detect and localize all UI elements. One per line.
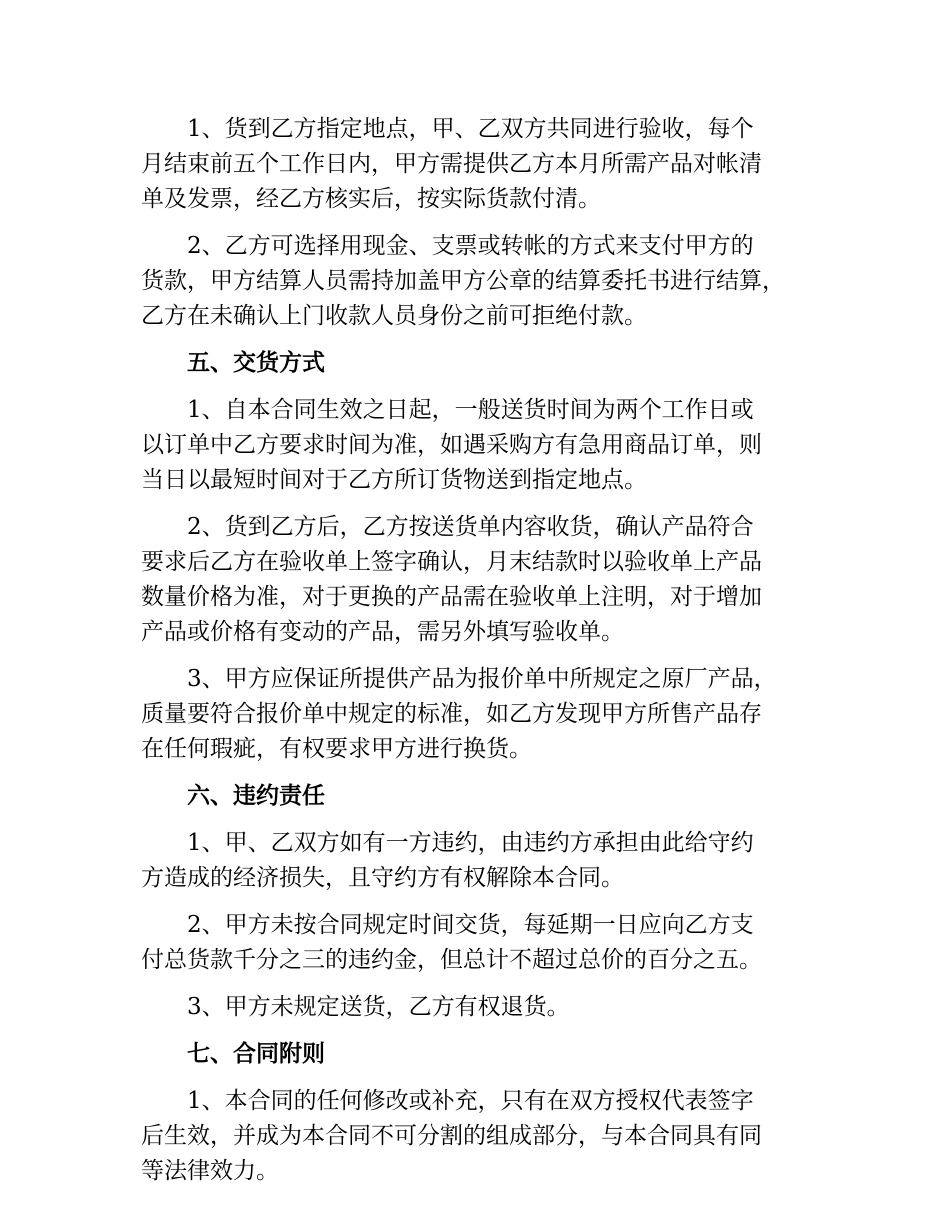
paragraph-delivery-3 (141, 662, 811, 767)
text-line: 单及发票，经乙方核实后，按实际货款付清。 (141, 186, 601, 212)
text-line: 3、甲方应保证所提供产品为报价单中所规定之原厂产品， (187, 666, 777, 692)
text-line: 2、货到乙方后，乙方按送货单内容收货，确认产品符合 (187, 514, 754, 540)
section-heading-supplementary: 七、合同附则 (187, 1041, 325, 1067)
paragraph-breach-3 (141, 990, 811, 1025)
text-line: 付总货款千分之三的违约金，但总计不超过总价的百分之五。 (141, 947, 762, 973)
text-line: 产品或价格有变动的产品，需另外填写验收单。 (141, 619, 624, 645)
paragraph-breach-2 (141, 908, 811, 978)
text-line: 1、自本合同生效之日起，一般送货时间为两个工作日或 (187, 397, 754, 423)
section-heading-delivery: 五、交货方式 (187, 350, 325, 376)
text-line: 在任何瑕疵，有权要求甲方进行换货。 (141, 736, 532, 762)
text-line: 当日以最短时间对于乙方所订货物送到指定地点。 (141, 467, 647, 493)
paragraph-delivery-1 (141, 393, 811, 498)
text-line: 1、甲、乙双方如有一方违约，由违约方承担由此给守约 (187, 830, 754, 856)
text-line: 2、乙方可选择用现金、支票或转帐的方式来支付甲方的 (187, 233, 754, 259)
section-heading-breach: 六、违约责任 (187, 783, 325, 809)
text-line: 后生效，并成为本合同不可分割的组成部分，与本合同具有同 (141, 1123, 762, 1149)
text-line: 3、甲方未规定送货，乙方有权退货。 (187, 994, 570, 1020)
text-line: 货款，甲方结算人员需持加盖甲方公章的结算委托书进行结算， (141, 268, 785, 294)
paragraph-delivery-2 (141, 510, 811, 650)
paragraph-breach-1 (141, 826, 811, 896)
text-line: 乙方在未确认上门收款人员身份之前可拒绝付款。 (141, 303, 647, 329)
text-line: 以订单中乙方要求时间为准，如遇采购方有急用商品订单，则 (141, 432, 762, 458)
text-line: 要求后乙方在验收单上签字确认，月末结款时以验收单上产品 (141, 549, 762, 575)
paragraph-payment-1 (141, 112, 811, 217)
text-line: 2、甲方未按合同规定时间交货，每延期一日应向乙方支 (187, 912, 754, 938)
paragraph-supplementary-1 (141, 1084, 811, 1189)
text-line: 1、本合同的任何修改或补充，只有在双方授权代表签字 (187, 1088, 754, 1114)
paragraph-payment-2 (141, 229, 811, 334)
text-line: 方造成的经济损失，且守约方有权解除本合同。 (141, 865, 624, 891)
text-line: 1、货到乙方指定地点，甲、乙双方共同进行验收，每个 (187, 116, 754, 142)
text-line: 质量要符合报价单中规定的标准，如乙方发现甲方所售产品存 (141, 701, 762, 727)
text-line: 月结束前五个工作日内，甲方需提供乙方本月所需产品对帐清 (141, 151, 762, 177)
text-line: 数量价格为准，对于更换的产品需在验收单上注明，对于增加 (141, 584, 762, 610)
text-line: 等法律效力。 (141, 1158, 279, 1184)
document-body (141, 112, 811, 1201)
